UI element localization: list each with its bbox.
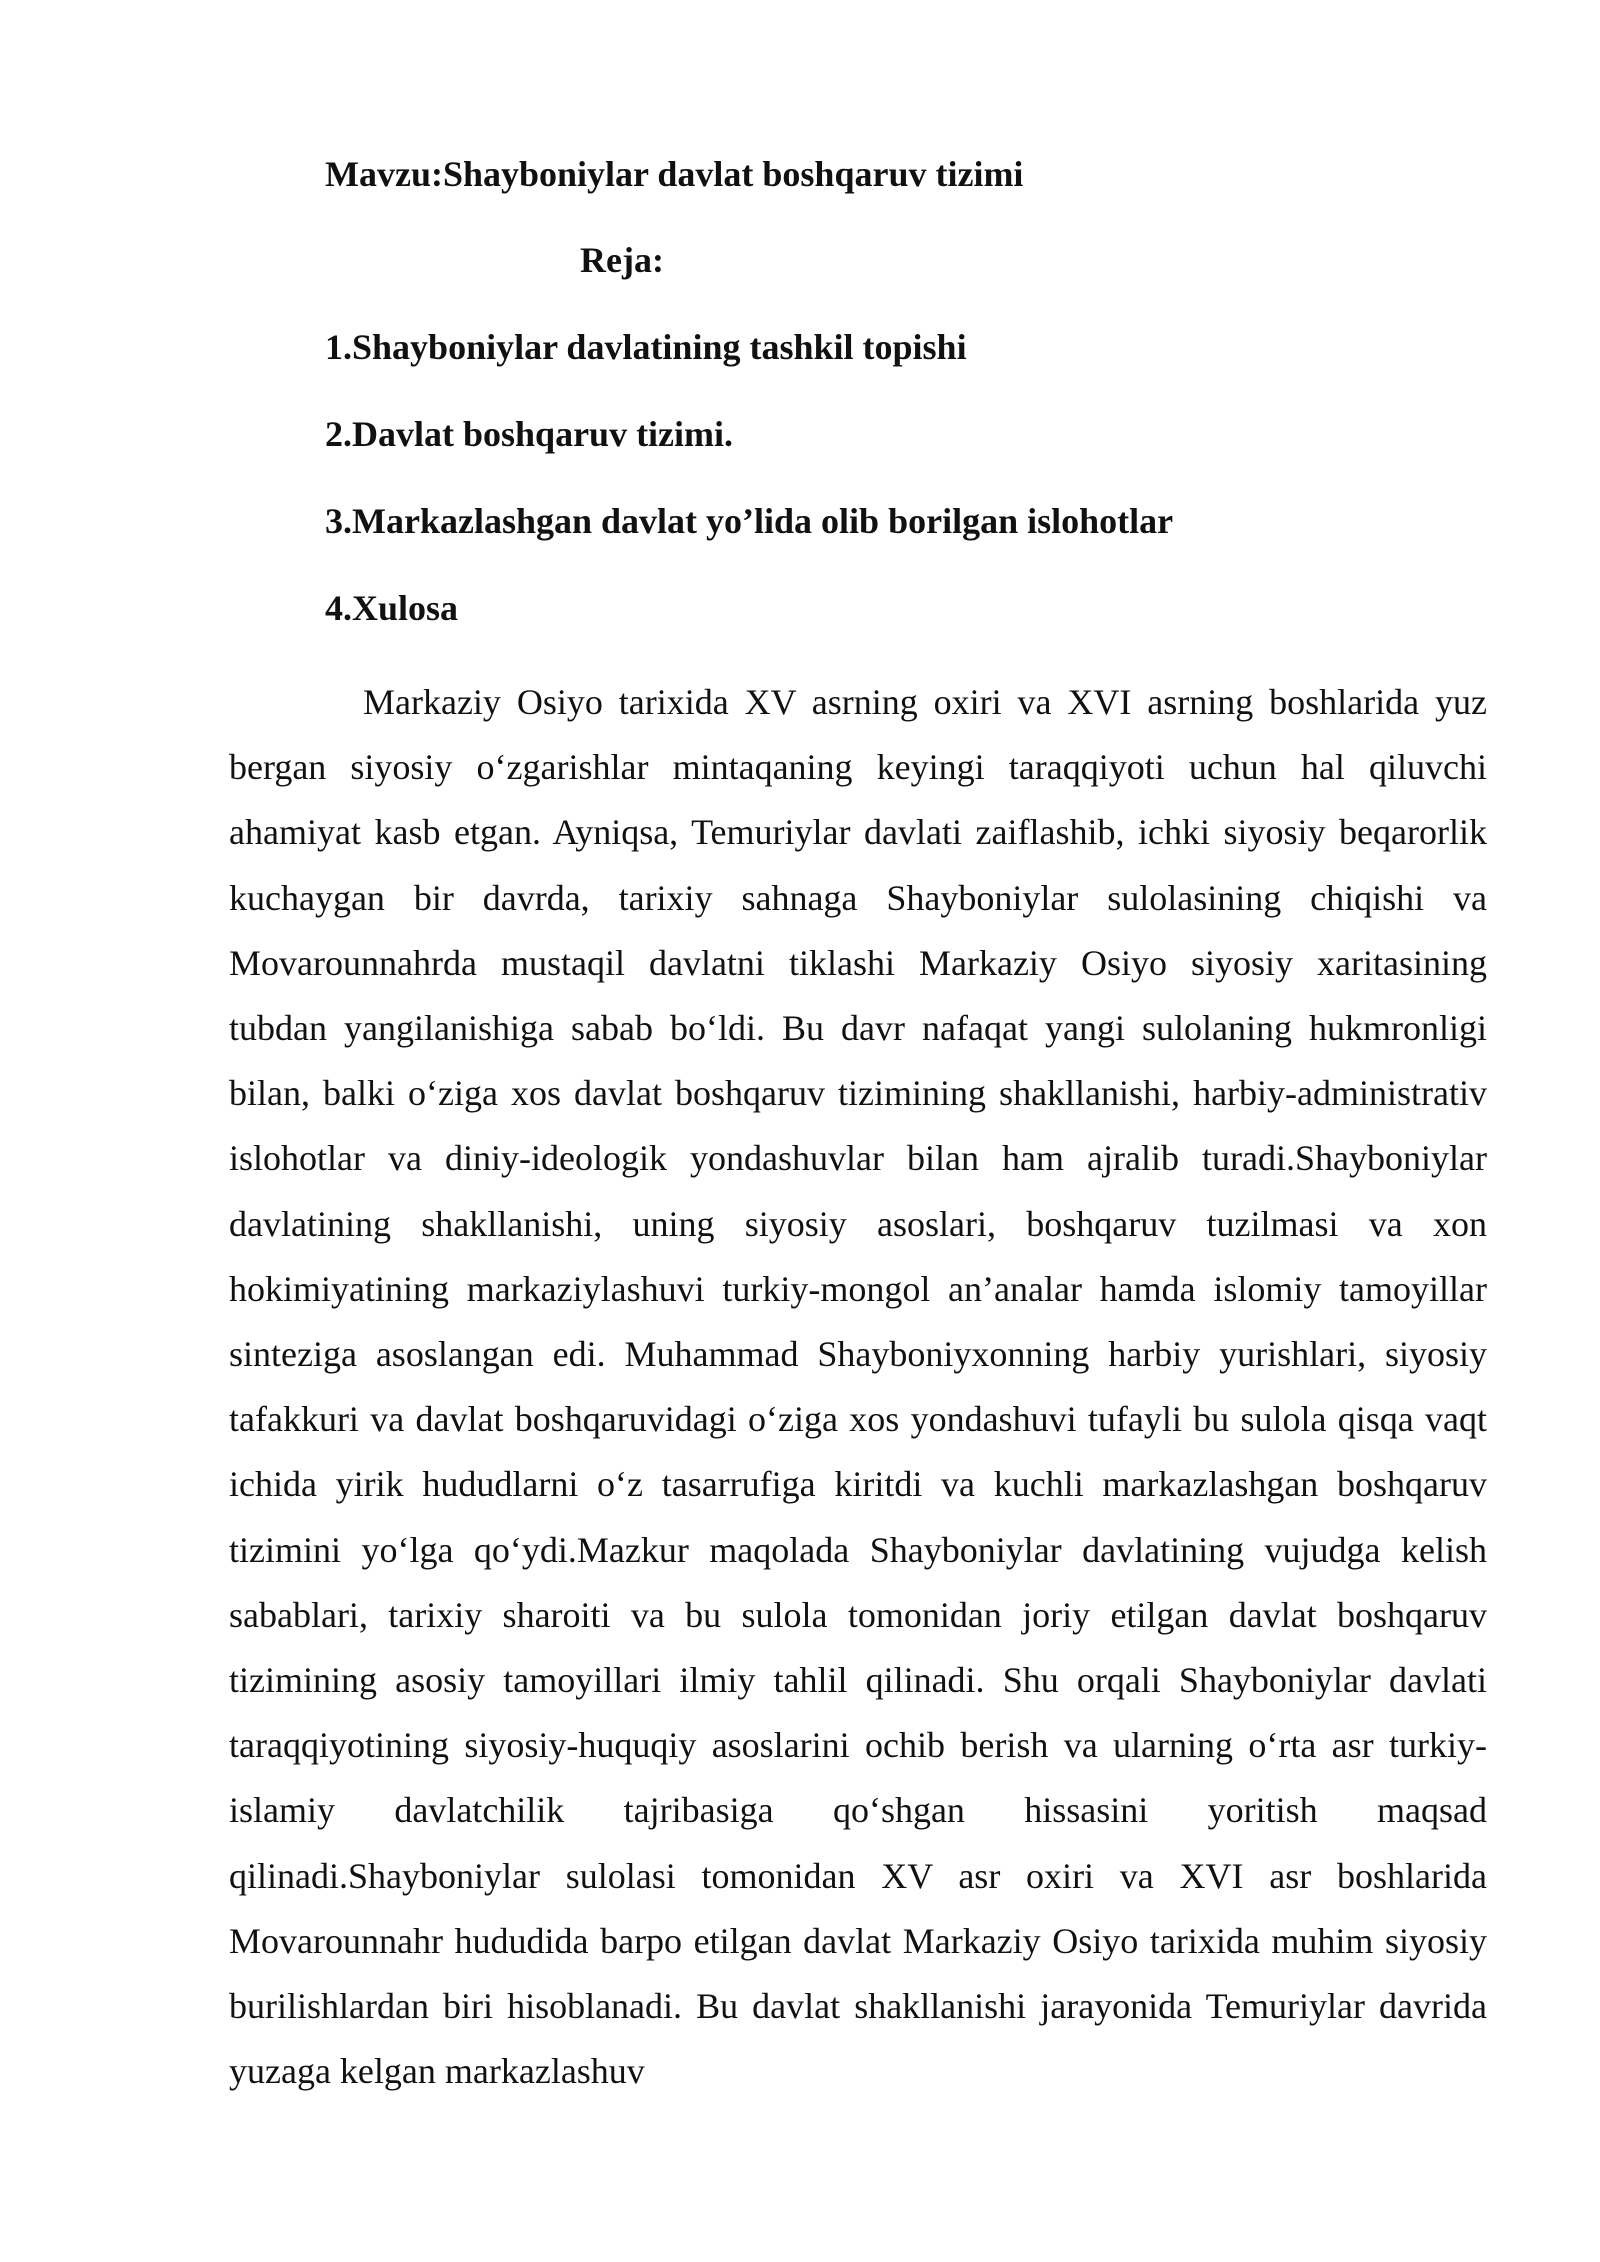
- plan-item: 3.Markazlashgan davlat yo’lida olib borilgan islohotlar: [325, 501, 1174, 541]
- plan-item: 2.Davlat boshqaruv tizimi.: [325, 414, 734, 454]
- plan-item: 1.Shayboniylar davlatining tashkil topishi: [325, 327, 967, 367]
- body-paragraph: Markaziy Osiyo tarixida XV asrning oxiri va XVI asrning boshlarida yuz bergan siyosiy o‘zgarishlar mintaqaning keyingi taraqqiyoti uchun hal qiluvchi ahamiyat kasb etgan. Ayniqsa, Temuriylar davlati zaiflashib, ichki siyosiy beqarorlik kuchaygan bir davrda, tarixiy sahnaga Shayboniylar sulolasining chiqishi va Movarounnahrda mustaqil davlatni tiklashi Markaziy Osiyo siyosiy xaritasining tubdan yangilanishiga sabab bo‘ldi. Bu davr nafaqat yangi sulolaning hukmronligi bilan, balki o‘ziga xos davlat boshqaruv tizimining shakllanishi, harbiy-administrativ islohotlar va diniy-ideologik yondashuvlar bilan ham ajralib turadi.Shayboniylar davlatining shakllanishi, uning siyosiy asoslari, boshqaruv tuzilmasi va xon hokimiyatining markaziylashuvi turkiy-mongol an’analar hamda islomiy tamoyillar sinteziga asoslangan edi. Muhammad Shayboniyxonning harbiy yurishlari, siyosiy tafakkuri va davlat boshqaruvidagi o‘ziga xos yondashuvi tufayli bu sulola qisqa vaqt ichida yirik hududlarni o‘z tasarrufiga kiritdi va kuchli markazlashgan boshqaruv tizimini yo‘lga qo‘ydi.Mazkur maqolada Shayboniylar davlatining vujudga kelish sabablari, tarixiy sharoiti va bu sulola tomonidan joriy etilgan davlat boshqaruv tizimining asosiy tamoyillari ilmiy tahlil qilinadi. Shu orqali Shayboniylar davlati taraqqiyotining siyosiy-huquqiy asoslarini ochib berish va ularning o‘rta asr turkiy-islamiy davlatchilik tajribasiga qo‘shgan hissasini yoritish maqsad qilinadi.Shayboniylar sulolasi tomonidan XV asr oxiri va XVI asr boshlarida Movarounnahr hududida barpo etilgan davlat Markaziy Osiyo tarixida muhim siyosiy burilishlardan biri hisoblanadi. Bu davlat shakllanishi jarayonida Temuriylar davrida yuzaga kelgan markazlashuv: [229, 682, 1487, 2092]
- plan-item: 4.Xulosa: [325, 588, 459, 628]
- document-title: Mavzu:Shayboniylar davlat boshqaruv tizimi: [325, 154, 1024, 194]
- plan-heading: Reja:: [580, 240, 664, 280]
